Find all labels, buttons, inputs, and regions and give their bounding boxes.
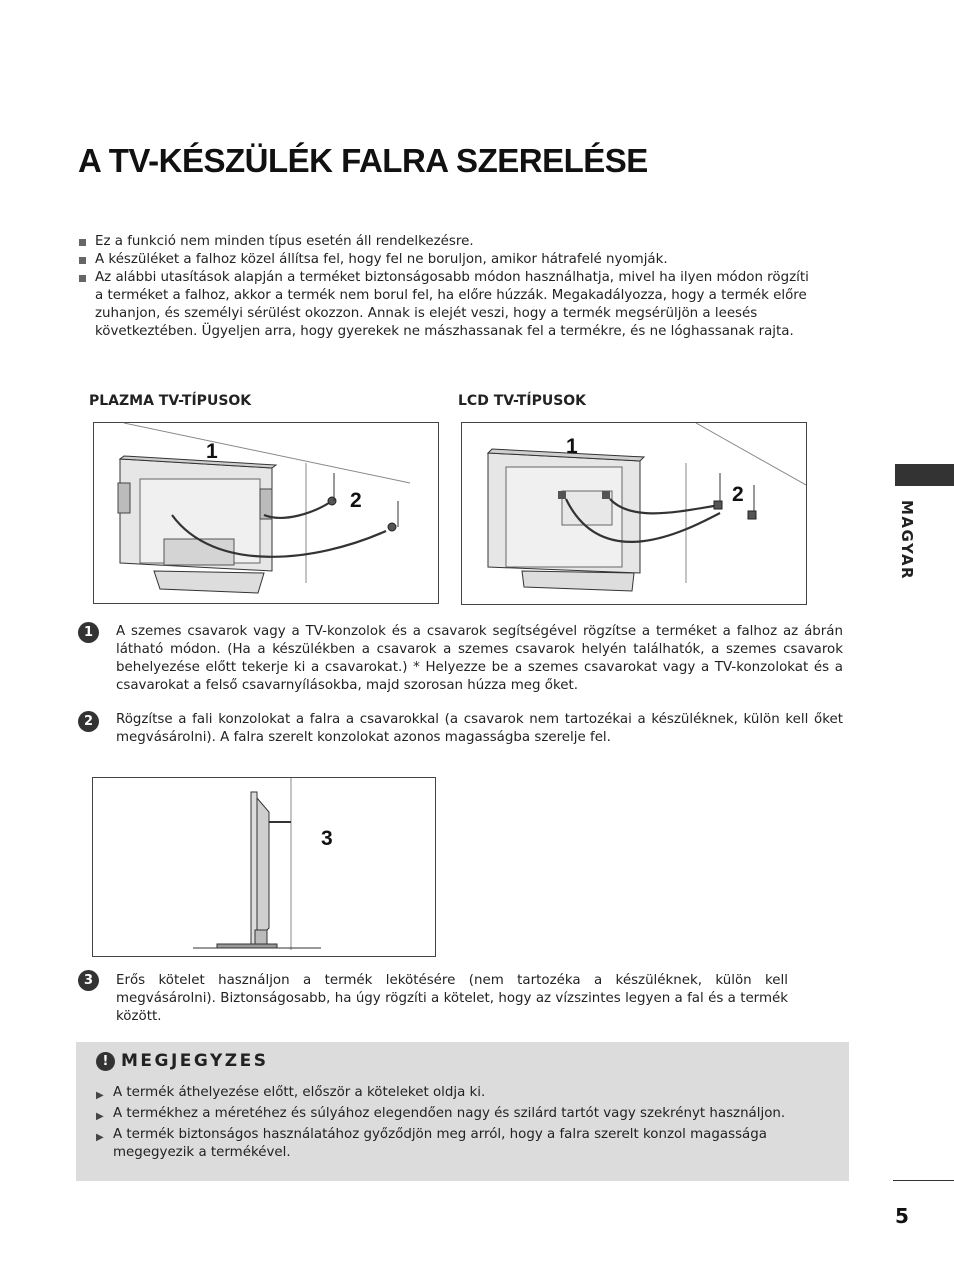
list-item: ▶ A termékhez a méretéhez és súlyához elegendően nagy és szilárd tartót vagy szekrényt használjon. (96, 1105, 816, 1123)
list-item: ▶ A termék biztonságos használatához győződjön meg arról, hogy a falra szerelt konzol magassága megegyezik a termékével. (96, 1127, 767, 1160)
list-item: Ez a funkció nem minden típus esetén áll rendelkezésre. (78, 233, 818, 251)
list-item: A készüléket a falhoz közel állítsa fel, hogy fel ne boruljon, amikor hátrafelé nyomják. (78, 251, 818, 269)
step-3-badge: 3 (78, 970, 99, 991)
lcd-callout-1: 1 (566, 435, 578, 458)
step-2-text: Rögzítse a fali konzolokat a falra a csavarokkal (a csavarok nem tartozékai a készüléknek, külön kell őket megvásárolni). A falra szerelt konzolokat azonos magasságba szerelje fel. (116, 712, 843, 745)
triangle-bullet-icon: ▶ (96, 1090, 104, 1101)
page-title: A TV-KÉSZÜLÉK FALRA SZERELÉSE (78, 142, 648, 179)
side-view-diagram (92, 777, 436, 957)
lcd-illustration (462, 423, 806, 604)
plasma-diagram (93, 422, 439, 604)
note-list (96, 1084, 816, 1165)
plasma-illustration (94, 423, 438, 603)
plasma-callout-2: 2 (350, 489, 362, 512)
note-title: MEGJEGYZES (121, 1051, 269, 1071)
triangle-bullet-icon: ▶ (96, 1111, 104, 1122)
side-callout-3: 3 (321, 827, 333, 850)
plasma-label: PLAZMA TV-TÍPUSOK (89, 393, 252, 409)
exclamation-icon: ! (96, 1052, 115, 1071)
square-bullet-icon (79, 257, 86, 264)
lcd-diagram (461, 422, 807, 605)
triangle-bullet-icon: ▶ (96, 1132, 104, 1143)
language-side-label: MAGYAR (898, 500, 916, 581)
language-tab-marker (895, 464, 954, 486)
square-bullet-icon (79, 275, 86, 282)
intro-bullet-list (78, 233, 818, 341)
lcd-label: LCD TV-TÍPUSOK (458, 393, 587, 409)
page-number: 5 (895, 1204, 909, 1228)
step-3-text: Erős kötelet használjon a termék lekötésére (nem tartozéka a készüléknek, külön kell megvásárolni). Biztonságosabb, ha úgy rögzíti a kötelet, hogy az vízszintes legyen a fal és a termék között. (116, 973, 788, 1024)
square-bullet-icon (79, 239, 86, 246)
note-box (76, 1042, 849, 1181)
page-number-rule (893, 1180, 954, 1181)
side-view-illustration (93, 778, 435, 956)
step-2-badge: 2 (78, 711, 99, 732)
list-item: ▶ A termék áthelyezése előtt, először a köteleket oldja ki. (96, 1084, 816, 1102)
list-item: Az alábbi utasítások alapján a terméket biztonságosabb módon használhatja, mivel ha ilyen módon rögzíti a terméket a falhoz, akkor a termék nem borul fel, ha előre húzzák. Megakadályozza, hogy a termék előre zuhanjon, és személyi sérülést okozzon. Annak is elejét veszi, hogy a termék megsérüljön a leesés következtében. Ügyeljen arra, hogy gyerekek ne mászhassanak fel a termékre, és ne lóghassanak rajta. (78, 269, 818, 341)
lcd-callout-2: 2 (732, 483, 744, 506)
step-1-badge: 1 (78, 622, 99, 643)
note-header (96, 1051, 269, 1071)
step-1-text: A szemes csavarok vagy a TV-konzolok és a csavarok segítségével rögzítse a terméket a falhoz az ábrán látható módon. (Ha a készülékben a csavarok a szemes csavarok helyén találhatók, a szemes csavarok behelyezése előtt tekerje ki a csavarokat.) * Helyezze be a szemes csavarokat vagy a TV-konzolokat és a csavarokat a felső csavarnyílásokba, majd szorosan húzza meg őket. (116, 624, 843, 693)
plasma-callout-1: 1 (206, 440, 218, 463)
